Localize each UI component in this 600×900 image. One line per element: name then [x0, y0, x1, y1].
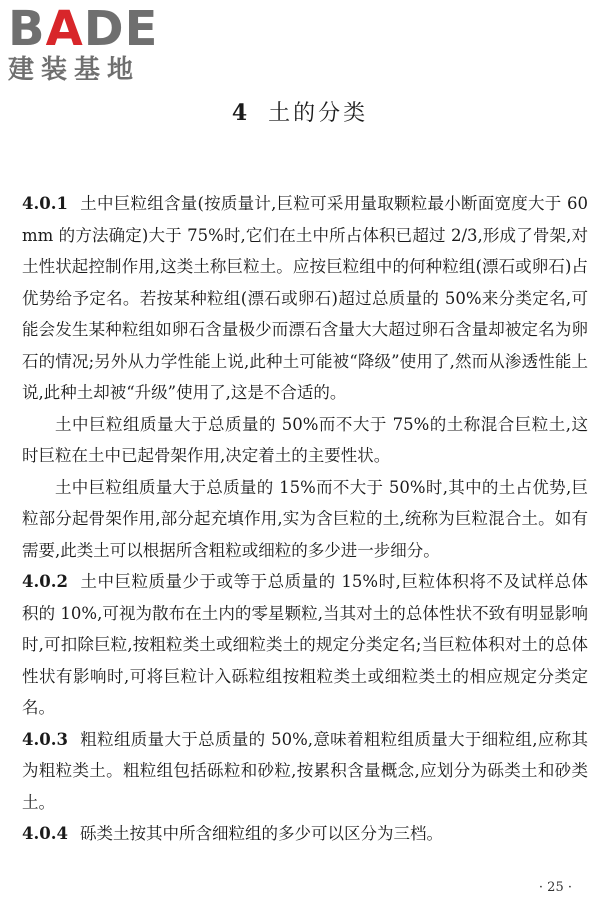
chapter-title [0, 98, 600, 129]
paragraph-text: 砾类土按其中所含细粒组的多少可以区分为三档。 [79, 824, 443, 843]
paragraph-text: 土中巨粒质量少于或等于总质量的 15%时,巨粒体积将不及试样总体积的 10%,可视为散布在土内的零星颗粒,当其对土的总体性状不致有明显影响时,可扣除巨粒,按粗粒类土或细粒类土的规定分类定名;当巨粒体积对土的总体性状有影响时,可将巨粒计入砾粒组按粗粒类土或细粒类土的相应规定分类定名。 [22, 572, 588, 717]
clause-number: 4.0.2 [22, 572, 68, 591]
paragraph-giant-mixed-soil [22, 472, 588, 567]
paragraph-clause-4-0-4 [22, 818, 588, 850]
paragraph-mixed-giant-soil [22, 409, 588, 472]
chapter-number: 4 [231, 100, 251, 126]
paragraph-clause-4-0-3 [22, 724, 588, 819]
paragraph-clause-4-0-1 [22, 188, 588, 409]
clause-number: 4.0.3 [22, 729, 68, 749]
paragraph-clause-4-0-2 [22, 566, 588, 724]
paragraph-text: 土中巨粒组含量(按质量计,巨粒可采用量取颗粒最小断面宽度大于 60mm 的方法确定)大于 75%时,它们在土中所占体积已超过 2/3,形成了骨架,对土性状起控制作用,这类土称巨粒土。应按巨粒组中的何种粒组(漂石或卵石)占优势给予定名。若按某种粒组(漂石或卵石)超过总质量的 50%来分类定名,可能会发生某种粒组如卵石含量极少而漂石含量大大超过卵石含量却被定名为卵石的情况;另外从力学性能上说,此种土可能被“降级”使用了,然而从渗透性能上说,此种土却被“升级”使用了,这是不合适的。 [22, 194, 588, 402]
logo-subtitle: 建装基地 [8, 55, 141, 85]
paragraph-text: 土中巨粒组质量大于总质量的 15%而不大于 50%时,其中的土占优势,巨粒部分起骨架作用,部分起充填作用,实为含巨粒的土,统称为巨粒混合土。如有需要,此类土可以根据所含粗粒或细粒的多少进一步细分。 [22, 477, 588, 560]
document-body [22, 188, 588, 850]
paragraph-text: 粗粒组质量大于总质量的 50%,意味着粗粒组质量大于细粒组,应称其为粗粒类土。粗粒组包括砾粒和砂粒,按累积含量概念,应划分为砾类土和砂类土。 [22, 729, 588, 812]
page-number: · 25 · [538, 880, 572, 895]
logo-wordmark: BADE [8, 1, 159, 57]
chapter-title-text: 土的分类 [268, 101, 369, 126]
clause-number: 4.0.1 [22, 194, 68, 213]
bade-logo [8, 1, 178, 86]
clause-number: 4.0.4 [22, 824, 68, 843]
paragraph-text: 土中巨粒组质量大于总质量的 50%而不大于 75%的土称混合巨粒土,这时巨粒在土中已起骨架作用,决定着土的主要性状。 [22, 414, 588, 465]
